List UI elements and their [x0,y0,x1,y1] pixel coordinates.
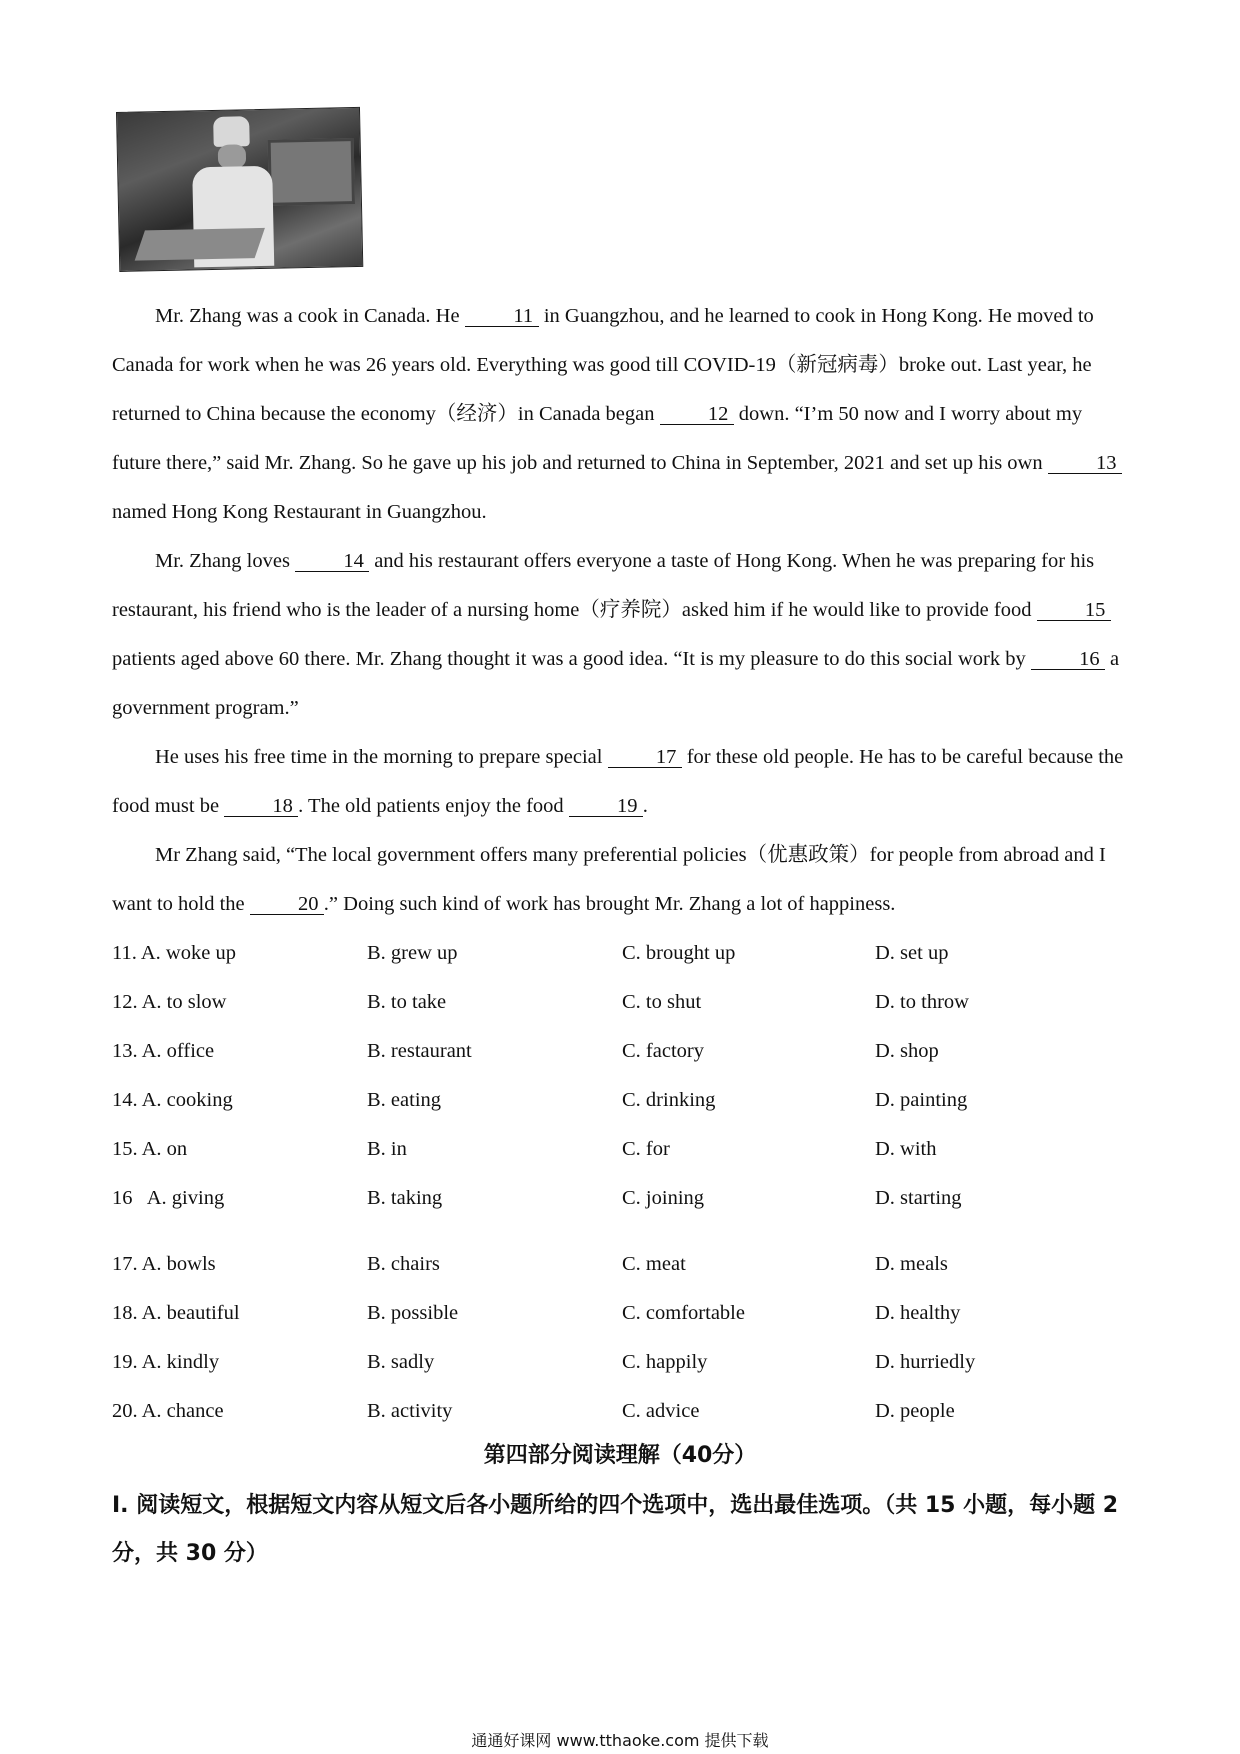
option-b: B. chairs [367,1253,440,1275]
option-a: 17. A. bowls [112,1253,216,1275]
option-c: C. factory [622,1040,704,1062]
option-row-12 [112,991,1124,1021]
chef-photo [116,107,363,272]
option-a: 20. A. chance [112,1400,224,1422]
option-row-20 [112,1400,1124,1430]
passage-paragraph-3: He uses his free time in the morning to prepare special 17 for these old people. He has to be careful because the food must be 18 . The old patients enjoy the food 19 . [112,746,1124,817]
passage-paragraph-2: Mr. Zhang loves 14 and his restaurant offers everyone a taste of Hong Kong. When he was preparing for his restaurant, his friend who is the leader of a nursing home（疗养院）asked him if he would like to provide food 15 patients aged above 60 there. Mr. Zhang thought it was a good idea. “It is my pleasure to do this social work by 16 a government program.” [112,550,1120,719]
option-d: D. painting [875,1089,968,1111]
option-row-15 [112,1138,1124,1168]
option-a: 19. A. kindly [112,1351,220,1373]
section-instructions: I. 阅读短文，根据短文内容从短文后各小题所给的四个选项中，选出最佳选项。（共 15 小题，每小题 2 分，共 30 分） [112,1493,1119,1566]
blank-16: 16 [1031,649,1105,670]
option-c: C. advice [622,1400,700,1422]
option-a: 15. A. on [112,1138,188,1160]
option-row-16 [112,1187,1124,1217]
option-c: C. meat [622,1253,686,1275]
option-b: B. to take [367,991,447,1013]
option-a: 13. A. office [112,1040,215,1062]
option-a: 12. A. to slow [112,991,227,1013]
option-d: D. hurriedly [875,1351,976,1373]
option-row-19 [112,1351,1124,1381]
blank-17: 17 [608,747,682,768]
option-c: C. for [622,1138,670,1160]
blank-12: 12 [660,404,734,425]
option-b: B. eating [367,1089,442,1111]
option-b: B. grew up [367,942,458,964]
blank-20: 20 [250,894,324,915]
option-c: C. brought up [622,942,736,964]
blank-13: 13 [1048,453,1122,474]
option-d: D. starting [875,1187,962,1209]
option-d: D. meals [875,1253,948,1275]
option-c: C. to shut [622,991,702,1013]
option-row-14 [112,1089,1124,1119]
option-row-13 [112,1040,1124,1070]
option-a: 14. A. cooking [112,1089,233,1111]
option-a: 16 A. giving [112,1187,225,1209]
option-d: D. healthy [875,1302,961,1324]
blank-19: 19 [569,796,643,817]
footer-watermark: 通通好课网 www.tthaoke.com 提供下载 [471,1731,769,1750]
option-row-11 [112,942,1124,972]
option-d: D. to throw [875,991,969,1013]
option-b: B. possible [367,1302,459,1324]
option-b: B. activity [367,1400,453,1422]
section-title: 第四部分阅读理解（40分） [483,1443,757,1468]
option-c: C. happily [622,1351,708,1373]
passage-paragraph-1: Mr. Zhang was a cook in Canada. He 11 in Guangzhou, and he learned to cook in Hong Kong. He moved to Canada for work when he was 26 years old. Everything was good till COVID-19（新冠病毒）broke out. Last year, he returned to China because the economy（经济）in Canada began 12 down. “I’m 50 now and I worry about my future there,” said Mr. Zhang. So he gave up his job and returned to China in September, 2021 and set up his own 13 named Hong Kong Restaurant in Guangzhou. [112,292,1124,537]
option-c: C. joining [622,1187,705,1209]
option-d: D. with [875,1138,937,1160]
option-b: B. restaurant [367,1040,472,1062]
option-a: 11. A. woke up [112,942,236,964]
option-b: B. taking [367,1187,443,1209]
option-d: D. set up [875,942,949,964]
option-row-18 [112,1302,1124,1332]
blank-15: 15 [1037,600,1111,621]
option-c: C. drinking [622,1089,716,1111]
option-b: B. in [367,1138,407,1160]
option-c: C. comfortable [622,1302,745,1324]
option-row-17 [112,1253,1124,1283]
option-d: D. shop [875,1040,939,1062]
blank-18: 18 [224,796,298,817]
option-d: D. people [875,1400,955,1422]
blank-11: 11 [465,306,539,327]
passage-paragraph-4: Mr Zhang said, “The local government offers many preferential policies（优惠政策）for people from abroad and I want to hold the 20 .” Doing such kind of work has brought Mr. Zhang a lot of happiness. [112,844,1106,915]
option-a: 18. A. beautiful [112,1302,240,1324]
option-b: B. sadly [367,1351,435,1373]
blank-14: 14 [295,551,369,572]
